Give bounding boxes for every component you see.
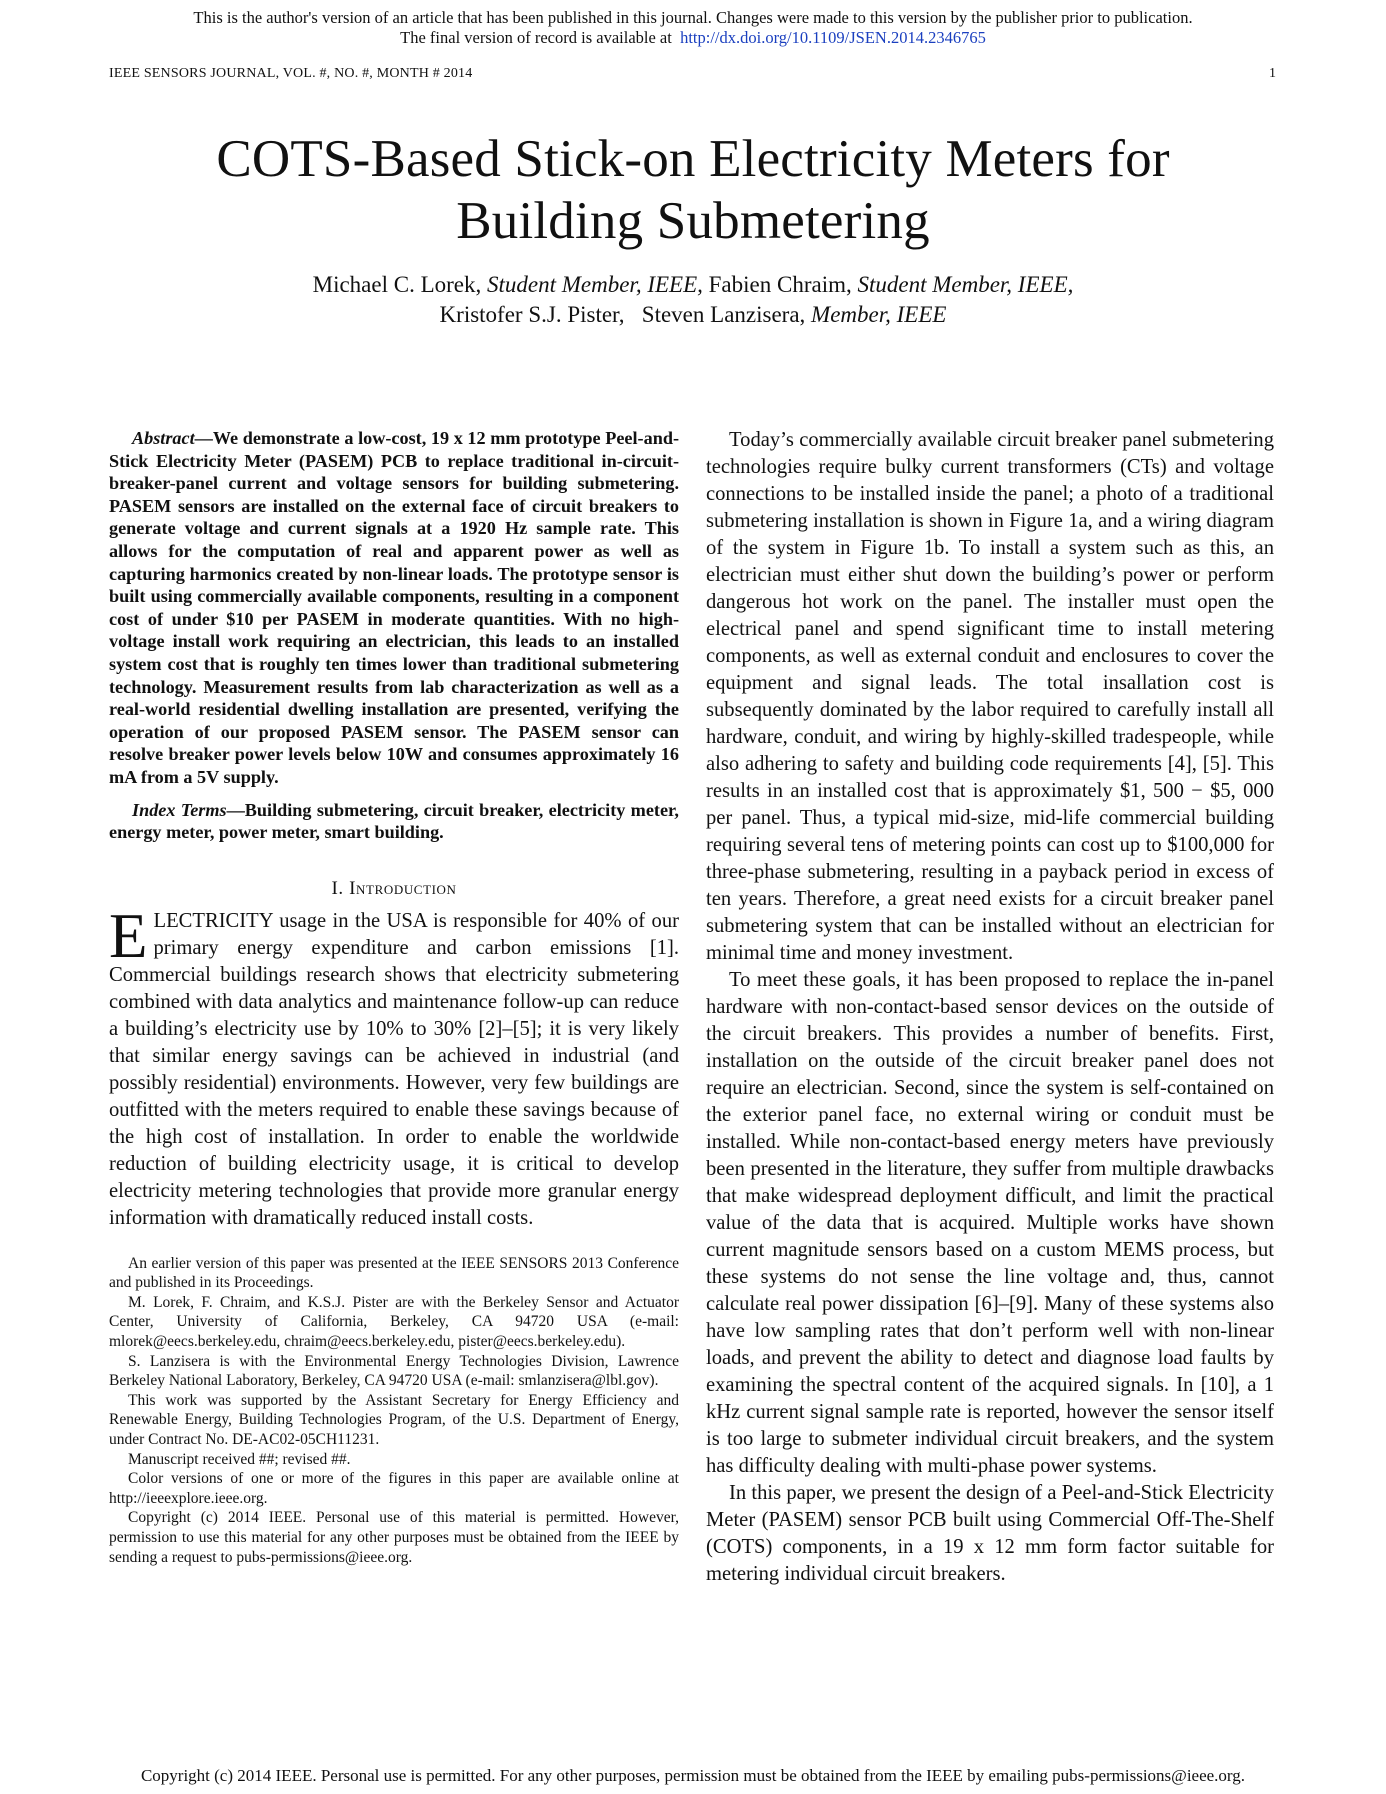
footnote-manuscript-dates: Manuscript received ##; revised ##. (128, 1450, 351, 1468)
author-membership: Student Member, IEEE, (487, 272, 703, 297)
footnote-color-versions: Color versions of one or more of the figures in this paper are available online at http://ieeexplore.ieee.org. (109, 1470, 679, 1507)
intro-paragraph-text: LECTRICITY usage in the USA is responsible for 40% of our primary energy expenditure and carbon emissions [1]. Commercial buildings research shows that electricity submetering combined with data analytics and maintenance follow-up can reduce a building’s electricity use by 10% to 30% [2]–[5]; it is very likely that similar energy savings can be achieved in industrial (and possibly residential) environments. However, very few buildings are outfitted with the meters required to enable these savings because of the high cost of installation. In order to enable the worldwide reduction of building electricity usage, it is critical to develop electricity metering technologies that provide more granular energy information with dramatically reduced install costs. (109, 909, 679, 1229)
paper-title (120, 128, 1266, 252)
footnotes (109, 1254, 679, 1568)
left-column (109, 427, 679, 1567)
author-name: Michael C. Lorek, (312, 272, 482, 297)
title-line2: Building Submetering (456, 192, 930, 250)
abstract-label: Abstract (132, 428, 195, 448)
abstract (109, 427, 679, 789)
author-membership: Member, IEEE (811, 302, 947, 327)
footnote-affiliation-berkeley: M. Lorek, F. Chraim, and K.S.J. Pister are with the Berkeley Sensor and Actuator Center, University of California, Berkeley, CA 94720 USA (e-mail: mlorek@eecs.berkeley.edu, chraim@eecs.berkeley.edu, pister@eecs.berkeley.edu). (109, 1293, 679, 1351)
drop-cap: E (109, 900, 148, 971)
section-heading-introduction (109, 878, 679, 900)
body-paragraph-1: Today’s commercially available circuit breaker panel submetering technologies require bulky current transformers (CTs) and voltage connections to be installed inside the panel; a photo of a traditional submetering installation is shown in Figure 1a, and a wiring diagram of the system in Figure 1b. To install a system such as this, an electrician must either shut down the building’s power or perform dangerous hot work on the panel. The installer must open the electrical panel and spend significant time to install metering components, as well as external conduit and enclosures to cover the equipment and signal leads. The total insallation cost is subsequently dominated by the labor required to carefully install all hardware, conduit, and wiring by highly-skilled tradespeople, while also adhering to safety and building code requirements [4], [5]. This results in an installed cost that is approximately $1, 500 − $5, 000 per panel. Thus, a typical mid-size, mid-life commercial building requiring several tens of metering points can cost up to $100,000 for three-phase submetering, resulting in a payback period in excess of ten years. Therefore, a great need exists for a circuit breaker panel submetering system that can be installed without an electrician for minimal time and money investment. (706, 429, 1274, 964)
footnote-copyright: Copyright (c) 2014 IEEE. Personal use of this material is permitted. However, permission to use this material for any other purposes must be obtained from the IEEE by sending a request to pubs-permissions@ieee.org. (109, 1509, 679, 1566)
section-title: Introduction (349, 877, 457, 899)
notice-line1: This is the author's version of an article that has been published in this journal. Changes were made to this version by the publisher prior to publication. (193, 8, 1193, 27)
footer-copyright: Copyright (c) 2014 IEEE. Personal use is permitted. For any other purposes, permission must be obtained from the IEEE by emailing pubs-permissions@ieee.org. (140, 1766, 1246, 1785)
body-paragraph-3: In this paper, we present the design of a Peel-and-Stick Electricity Meter (PASEM) sensor PCB built using Commercial Off-The-Shelf (COTS) components, in a 19 x 12 mm form factor suitable for metering individual circuit breakers. (706, 1482, 1274, 1585)
author-membership: Student Member, IEEE, (857, 272, 1074, 297)
index-terms-label: Index Terms (132, 799, 227, 820)
index-terms-text: —Building submetering, circuit breaker, electricity meter, energy meter, power meter, smart building. (109, 799, 679, 843)
doi-link[interactable]: http://dx.doi.org/10.1109/JSEN.2014.2346765 (680, 28, 986, 47)
publication-notice (0, 8, 1386, 48)
notice-line2 (0, 28, 1386, 48)
notice-line2-prefix: The final version of record is available at (400, 28, 672, 47)
running-head: IEEE SENSORS JOURNAL, VOL. #, NO. #, MONTH # 2014 (109, 66, 473, 81)
section-number: I. (331, 877, 344, 899)
abstract-text: —We demonstrate a low-cost, 19 x 12 mm prototype Peel-and-Stick Electricity Meter (PASEM) PCB to replace traditional in-circuit-breaker-panel current and voltage sensors for building submetering. PASEM sensors are installed on the external face of circuit breakers to generate voltage and current signals at a 1920 Hz sample rate. This allows for the computation of real and apparent power as well as capturing harmonics created by non-linear loads. The prototype sensor is built using commercially available components, resulting in a component cost of under $10 per PASEM in moderate quantities. With no high-voltage install work requiring an electrician, this leads to an installed system cost that is roughly ten times lower than traditional submetering technology. Measurement results from lab characterization as well as a real-world residential dwelling installation are presented, verifying the operation of our proposed PASEM sensor. The PASEM sensor can resolve breaker power levels below 10W and consumes approximately 16 mA from a 5V supply. (109, 428, 679, 787)
body-paragraph-2: To meet these goals, it has been proposed to replace the in-panel hardware with non-contact-based sensor devices on the outside of the circuit breakers. This provides a number of benefits. First, installation on the outside of the circuit breaker panel does not require an electrician. Second, since the system is self-contained on the exterior panel face, no external wiring or conduit must be installed. While non-contact-based energy meters have previously been presented in the literature, they suffer from multiple drawbacks that make widespread deployment difficult, and limit the practical value of the data that is acquired. Multiple works have shown current magnitude sensors based on a custom MEMS process, but these systems do not sense the line voltage and, thus, cannot calculate real power dissipation [6]–[9]. Many of these systems also have low sampling rates that don’t perform well with non-linear loads, and prevent the ability to detect and diagnose load faults by examining the spectral content of the acquired signals. In [10], a 1 kHz current signal sample rate is reported, however the sensor itself is too large to submeter individual circuit breakers, and the system has difficulty dealing with multi-phase power systems. (706, 969, 1274, 1477)
title-line1: COTS-Based Stick-on Electricity Meters for (216, 130, 1170, 188)
page-number: 1 (1269, 66, 1276, 81)
footnote-funding: This work was supported by the Assistant Secretary for Energy Efficiency and Renewable Energy, Building Technologies Program, of the U.S. Department of Energy, under Contract No. DE-AC02-05CH11231. (109, 1391, 679, 1449)
author-list (120, 270, 1266, 330)
footnote-conference: An earlier version of this paper was presented at the IEEE SENSORS 2013 Conference and published in its Proceedings. (109, 1254, 679, 1292)
author-name: Steven Lanzisera, (641, 302, 806, 327)
author-name: Fabien Chraim, (708, 272, 852, 297)
footnote-affiliation-lbl: S. Lanzisera is with the Environmental Energy Technologies Division, Lawrence Berkeley National Laboratory, Berkeley, CA 94720 USA (e-mail: smlanzisera@lbl.gov). (109, 1352, 679, 1390)
intro-paragraph (109, 900, 679, 1232)
right-column (706, 427, 1274, 1588)
index-terms (109, 799, 679, 844)
author-name: Kristofer S.J. Pister, (439, 302, 625, 327)
